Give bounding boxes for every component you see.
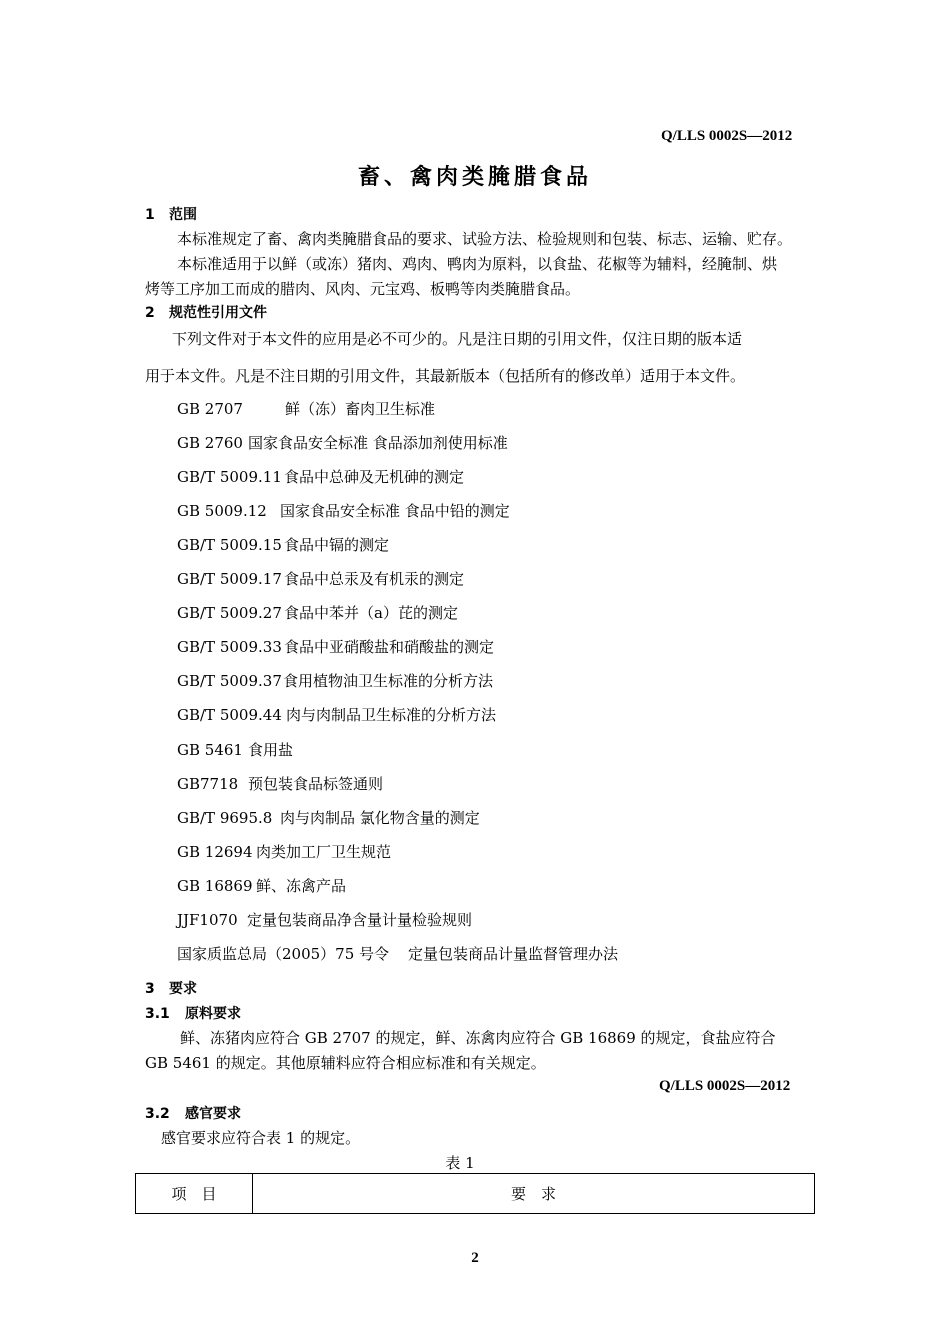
reference-item bbox=[177, 636, 494, 657]
reference-item bbox=[177, 568, 464, 589]
section-number: 3 bbox=[145, 981, 155, 997]
reference-item bbox=[177, 773, 383, 794]
reference-item bbox=[177, 739, 293, 760]
reference-title: 肉与肉制品 氯化物含量的测定 bbox=[280, 809, 480, 827]
reference-code: GB 5461 bbox=[177, 741, 243, 759]
section-title: 规范性引用文件 bbox=[169, 305, 267, 321]
reference-item bbox=[177, 875, 346, 896]
paragraph: 鲜、冻猪肉应符合 GB 2707 的规定，鲜、冻禽肉应符合 GB 16869 的规定，食盐应符合 bbox=[180, 1029, 776, 1047]
reference-title: 定量包装商品净含量计量检验规则 bbox=[247, 911, 473, 929]
section-2-heading bbox=[145, 302, 267, 322]
reference-title: 食品中镉的测定 bbox=[284, 536, 390, 554]
reference-code: GB 2760 bbox=[177, 434, 243, 452]
reference-code: 国家质监总局（2005）75 号令 bbox=[177, 945, 390, 963]
table-header-row bbox=[136, 1174, 815, 1214]
paragraph: 本标准适用于以鲜（或冻）猪肉、鸡肉、鸭肉为原料，以食盐、花椒等为辅料，经腌制、烘 bbox=[177, 255, 778, 273]
reference-item bbox=[177, 534, 389, 555]
section-number: 1 bbox=[145, 207, 155, 223]
reference-item bbox=[177, 432, 508, 453]
reference-title: 食品中总汞及有机汞的测定 bbox=[284, 570, 465, 588]
reference-code: GB 12694 bbox=[177, 843, 253, 861]
subsection-3-2-heading bbox=[145, 1103, 241, 1123]
subsection-3-1-heading bbox=[145, 1003, 241, 1023]
reference-code: GB7718 bbox=[177, 775, 239, 793]
reference-title: 预包装食品标签通则 bbox=[248, 775, 384, 793]
reference-code: GB/T 5009.17 bbox=[177, 570, 282, 588]
reference-item bbox=[177, 943, 618, 964]
reference-item bbox=[177, 807, 480, 828]
reference-title: 肉类加工厂卫生规范 bbox=[256, 843, 392, 861]
reference-code: GB 2707 bbox=[177, 400, 243, 418]
subsection-title: 感官要求 bbox=[185, 1106, 241, 1122]
reference-title: 国家食品安全标准 食品添加剂使用标准 bbox=[248, 434, 508, 452]
section-title: 要求 bbox=[169, 981, 197, 997]
document-id: Q/LLS 0002S—2012 bbox=[661, 128, 793, 144]
reference-code: GB/T 5009.44 bbox=[177, 706, 282, 724]
reference-code: JJF1070 bbox=[177, 911, 238, 929]
reference-title: 定量包装商品计量监督管理办法 bbox=[408, 945, 619, 963]
reference-item bbox=[177, 602, 458, 623]
reference-title: 鲜、冻禽产品 bbox=[256, 877, 347, 895]
reference-title: 食品中总砷及无机砷的测定 bbox=[284, 468, 465, 486]
subsection-title: 原料要求 bbox=[185, 1006, 241, 1022]
paragraph: 本标准规定了畜、禽肉类腌腊食品的要求、试验方法、检验规则和包装、标志、运输、贮存。 bbox=[177, 230, 793, 248]
page-title: 畜、禽肉类腌腊食品 bbox=[357, 165, 592, 190]
section-3-heading bbox=[145, 978, 197, 998]
table-1 bbox=[135, 1173, 815, 1214]
reference-code: GB 5009.12 bbox=[177, 502, 267, 520]
reference-item bbox=[177, 909, 472, 930]
document-id-repeat: Q/LLS 0002S—2012 bbox=[659, 1078, 791, 1094]
reference-item bbox=[177, 398, 435, 419]
paragraph: 用于本文件。凡是不注日期的引用文件，其最新版本（包括所有的修改单）适用于本文件。 bbox=[145, 367, 746, 385]
subsection-number: 3.2 bbox=[145, 1106, 170, 1122]
paragraph: 烤等工序加工而成的腊肉、风肉、元宝鸡、板鸭等肉类腌腊食品。 bbox=[145, 280, 581, 298]
reference-item bbox=[177, 704, 496, 725]
reference-item bbox=[177, 841, 391, 862]
reference-title: 食品中苯并（a）芘的测定 bbox=[284, 604, 458, 622]
reference-code: GB 16869 bbox=[177, 877, 253, 895]
section-1-heading bbox=[145, 204, 197, 224]
reference-item bbox=[177, 500, 510, 521]
reference-title: 食用盐 bbox=[248, 741, 294, 759]
reference-code: GB/T 9695.8 bbox=[177, 809, 273, 827]
reference-code: GB/T 5009.27 bbox=[177, 604, 282, 622]
reference-title: 食品中亚硝酸盐和硝酸盐的测定 bbox=[284, 638, 495, 656]
table-header-cell: 项 目 bbox=[136, 1174, 253, 1214]
subsection-number: 3.1 bbox=[145, 1006, 170, 1022]
reference-item bbox=[177, 466, 464, 487]
paragraph: GB 5461 的规定。其他原辅料应符合相应标准和有关规定。 bbox=[145, 1054, 546, 1072]
reference-item bbox=[177, 670, 493, 691]
table-header-cell: 要 求 bbox=[253, 1174, 815, 1214]
reference-code: GB/T 5009.33 bbox=[177, 638, 282, 656]
reference-title: 食用植物油卫生标准的分析方法 bbox=[283, 672, 494, 690]
section-title: 范围 bbox=[169, 207, 197, 223]
section-number: 2 bbox=[145, 305, 155, 321]
reference-code: GB/T 5009.37 bbox=[177, 672, 282, 690]
page-number: 2 bbox=[471, 1250, 479, 1266]
reference-title: 国家食品安全标准 食品中铅的测定 bbox=[280, 502, 510, 520]
paragraph: 感官要求应符合表 1 的规定。 bbox=[161, 1129, 361, 1147]
reference-title: 鲜（冻）畜肉卫生标准 bbox=[285, 400, 436, 418]
reference-code: GB/T 5009.11 bbox=[177, 468, 282, 486]
reference-title: 肉与肉制品卫生标准的分析方法 bbox=[286, 706, 497, 724]
paragraph: 下列文件对于本文件的应用是必不可少的。凡是注日期的引用文件，仅注日期的版本适 bbox=[172, 330, 743, 348]
reference-code: GB/T 5009.15 bbox=[177, 536, 282, 554]
table-caption: 表 1 bbox=[445, 1154, 475, 1172]
